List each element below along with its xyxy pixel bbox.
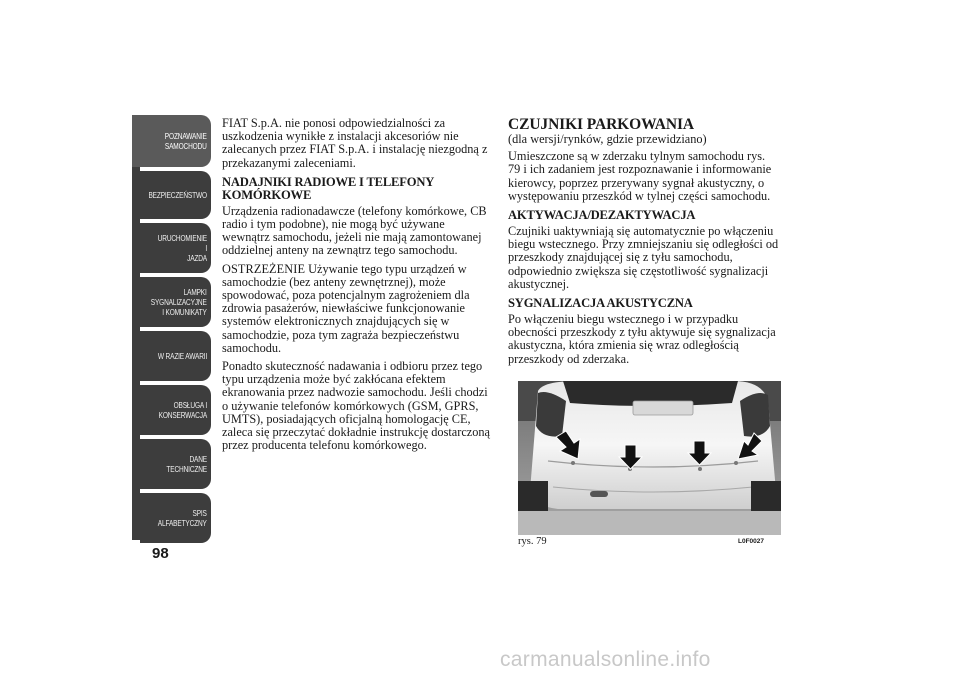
tab-label: SPIS ALFABETYCZNY xyxy=(158,508,207,528)
sidebar-edge xyxy=(132,115,140,540)
radio-paragraph: Urządzenia radionadawcze (telefony komórkowe, CB radio i tym podobne), nie mogą być używane wewnątrz samochodu, jeżeli nie mają zamontowanej oddzielnej anteny na zewnątrz tego samochodu. xyxy=(222,203,487,258)
activation-paragraph: Czujniki uaktywniają się automatycznie po włączeniu biegu wstecznego. Przy zmniejszaniu się odległości od przeszkody znajdującej się z tyłu samochodu, odpowiednio zwiększa się częstotliwość sygnalizacji akustycznej. xyxy=(508,224,779,291)
tab-label: DANE TECHNICZNE xyxy=(166,454,207,474)
shielding-paragraph: Ponadto skuteczność nadawania i odbioru przez tego typu urządzenia może być zakłócana efektem ekranowania przez nadwozie samochodu. Jeśli chodzi o używanie telefonów komórkowych (GSM, GPRS, UMTS), posiadających oficjalną homologację CE, zaleca się przeczytać dokładnie instrukcję dostarczoną przez producenta telefonu komórkowego. xyxy=(222,359,490,453)
figure-caption: rys. 79 xyxy=(518,536,547,547)
tab-w-razie-awarii[interactable] xyxy=(140,331,211,381)
tab-uruchomienie-jazda[interactable] xyxy=(140,223,211,273)
tab-obsluga-konserwacja[interactable] xyxy=(140,385,211,435)
sensors-paragraph: Umieszczone są w zderzaku tylnym samochodu rys. 79 i ich zadaniem jest rozpoznawanie i informowanie kierowcy, poprzez przerywany sygnał akustyczny, o występowaniu przeszkód w tylnej części samochodu. xyxy=(508,149,772,203)
right-column xyxy=(508,117,780,371)
section-title-parking-sensors: CZUJNIKI PARKOWANIA xyxy=(508,116,694,133)
page-number: 98 xyxy=(152,545,169,562)
tab-poznawanie-samochodu[interactable] xyxy=(140,115,211,167)
tab-label: LAMPKI SYGNALIZACYJNE I KOMUNIKATY xyxy=(151,287,207,317)
section-heading-acoustic: SYGNALIZACJA AKUSTYCZNA xyxy=(508,296,693,311)
section-heading-activation: AKTYWACJA/DEZAKTYWACJA xyxy=(508,208,696,223)
tab-lampki-sygnalizacyjne[interactable] xyxy=(140,277,211,327)
tab-label: BEZPIECZEŃSTWO xyxy=(148,190,207,200)
section-subtitle: (dla wersji/rynków, gdzie przewidziano) xyxy=(508,132,707,146)
tab-label: OBSŁUGA I KONSERWACJA xyxy=(158,400,207,420)
warning-text: Używanie tego typu urządzeń w samochodzie (bez anteny zewnętrznej), może spowodować, poza potencjalnym zagrożeniem dla zdrowia pasażerów, niewłaściwe funkcjonowanie systemów elektronicznych znajdujących się w samochodzie, poza tym zagraża bezpieczeństwu samochodu. xyxy=(222,261,470,355)
tab-spis-alfabetyczny[interactable] xyxy=(140,493,211,543)
intro-paragraph: FIAT S.p.A. nie ponosi odpowiedzialności za uszkodzenia wynikłe z instalacji akcesoriów nie zalecanych przez FIAT S.p.A. i instalację niezgodną z przekazanymi zaleceniami. xyxy=(222,116,488,170)
tab-label: URUCHOMIENIE I JAZDA xyxy=(157,233,207,263)
tab-bezpieczenstwo[interactable] xyxy=(140,171,211,219)
car-rear-illustration xyxy=(518,381,781,535)
tab-dane-techniczne[interactable] xyxy=(140,439,211,489)
left-column xyxy=(222,117,494,457)
tab-label: POZNAWANIE SAMOCHODU xyxy=(165,131,207,151)
section-heading-radio: NADAJNIKI RADIOWE I TELEFONY KOMÓRKOWE xyxy=(222,174,434,202)
watermark: carmanualsonline.info xyxy=(500,648,711,671)
acoustic-paragraph: Po włączeniu biegu wstecznego i w przypadku obecności przeszkody z tyłu aktywuje się sygnalizacja akustyczna, która zmienia się wraz odległością przeszkody od zderzaka. xyxy=(508,312,776,366)
warning-label: OSTRZEŻENIE xyxy=(222,261,306,276)
tab-label: W RAZIE AWARII xyxy=(157,351,207,361)
warning-paragraph xyxy=(222,263,494,355)
rear-bumper-figure xyxy=(518,381,781,535)
figure-code: L0F0027 xyxy=(738,538,765,545)
